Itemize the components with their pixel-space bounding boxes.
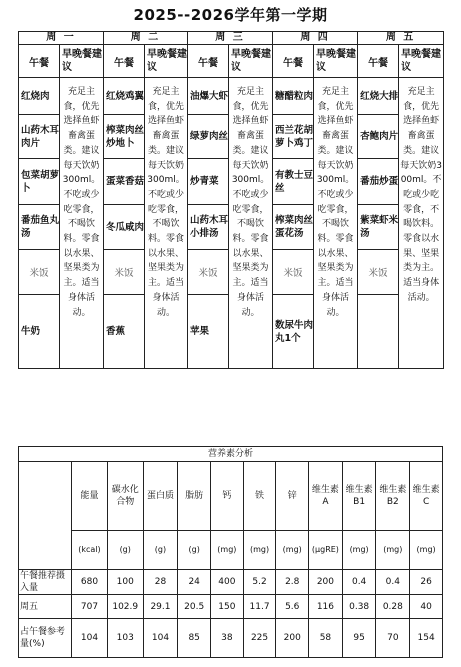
nutrient-value: 400 [211, 570, 244, 595]
meal-advice: 充足主食，优先选择鱼虾畜禽蛋类。建议每天饮奶300ml。不吃或少吃零食，不喝饮料。零食以水果、坚果类为主。适当身体活动。 [314, 78, 358, 369]
nutrient-analysis-table [18, 446, 443, 658]
nutrient-value: 116 [309, 595, 343, 619]
lunch-dish: 杏鲍肉片 [358, 115, 399, 159]
lunch-dish: 苹果 [188, 295, 229, 369]
nutrient-unit: (kcal) [72, 531, 108, 570]
lunch-dish: 红烧肉 [19, 78, 60, 115]
nutrient-value: 2.8 [276, 570, 309, 595]
nutrient-value-row [19, 570, 443, 595]
lunch-dish: 番茄鱼丸汤 [19, 205, 60, 250]
lunch-dish: 香蕉 [104, 295, 145, 369]
lunch-dish: 西兰花胡萝卜鸡丁 [273, 115, 314, 159]
nutrient-name: 钙 [211, 462, 244, 531]
lunch-dish: 蛋菜香菇 [104, 159, 145, 205]
nutrient-name: 蛋白质 [143, 462, 178, 531]
nutrient-name: 维生素C [410, 462, 443, 531]
lunch-dish: 绿萝肉丝 [188, 115, 229, 159]
nutrient-value: 26 [410, 570, 443, 595]
nutrient-value: 0.38 [342, 595, 376, 619]
lunch-dish [358, 295, 399, 369]
nutrient-value: 70 [376, 619, 410, 658]
lunch-dish: 炒青菜 [188, 159, 229, 205]
nutrient-name: 脂肪 [178, 462, 211, 531]
nutrient-unit: (mg) [376, 531, 410, 570]
lunch-dish: 冬瓜咸肉 [104, 205, 145, 250]
day-header: 周 五 [358, 32, 444, 45]
nutrient-value: 680 [72, 570, 108, 595]
nutrient-unit: (μgRE) [309, 531, 343, 570]
nutrient-value: 29.1 [143, 595, 178, 619]
nutrient-value-row [19, 595, 443, 619]
nutrient-unit: (mg) [342, 531, 376, 570]
nutrient-value: 0.4 [342, 570, 376, 595]
nutrient-name: 铁 [243, 462, 276, 531]
lunch-header: 午餐 [19, 45, 60, 78]
nutrient-value: 100 [107, 570, 143, 595]
nutrient-unit: (mg) [276, 531, 309, 570]
nutrient-unit: (mg) [410, 531, 443, 570]
nutrient-value: 11.7 [243, 595, 276, 619]
nutrient-unit-row [19, 531, 443, 570]
weekly-menu-table [18, 31, 444, 369]
nutrient-value: 200 [309, 570, 343, 595]
lunch-dish: 米饭 [19, 250, 60, 295]
nutrient-name: 维生素B1 [342, 462, 376, 531]
nutrient-value: 20.5 [178, 595, 211, 619]
advice-header: 早晚餐建议 [60, 45, 104, 78]
lunch-dish: 山药木耳小排汤 [188, 205, 229, 250]
nutrient-value: 0.28 [376, 595, 410, 619]
nutrient-value: 85 [178, 619, 211, 658]
nutrient-value: 58 [309, 619, 343, 658]
nutrient-value: 104 [143, 619, 178, 658]
nutrient-value: 5.6 [276, 595, 309, 619]
day-header: 周 一 [19, 32, 104, 45]
nutrient-value: 28 [143, 570, 178, 595]
meal-advice: 充足主食，优先选择鱼虾畜禽蛋类。建议每天饮奶300ml。不吃或少吃零食，不喝饮料。零食以水果、坚果类为主。适当身体活动。 [145, 78, 188, 369]
lunch-dish: 牛奶 [19, 295, 60, 369]
lunch-dish: 紫菜虾米汤 [358, 205, 399, 250]
lunch-dish: 红烧鸡翼 [104, 78, 145, 115]
nutrient-value: 40 [410, 595, 443, 619]
nutrient-value: 225 [243, 619, 276, 658]
nutrient-value: 154 [410, 619, 443, 658]
nutrient-value: 95 [342, 619, 376, 658]
nutrient-name: 维生素B2 [376, 462, 410, 531]
row-label: 占午餐参考量(%) [19, 619, 72, 658]
nutrient-unit: (mg) [243, 531, 276, 570]
lunch-dish: 数尿牛肉丸1个 [273, 295, 314, 369]
nutrient-name: 锌 [276, 462, 309, 531]
nutrient-value: 38 [211, 619, 244, 658]
day-header-row [19, 32, 444, 45]
lunch-dish: 油爆大虾 [188, 78, 229, 115]
nutrient-value: 707 [72, 595, 108, 619]
nutrient-value: 104 [72, 619, 108, 658]
nutrient-name: 维生素A [309, 462, 343, 531]
nutrient-value: 24 [178, 570, 211, 595]
day-header: 周 二 [104, 32, 188, 45]
lunch-dish: 红烧大排 [358, 78, 399, 115]
nutrition-title-row [19, 447, 443, 462]
nutrient-unit: (g) [178, 531, 211, 570]
lunch-dish: 有教士豆丝 [273, 159, 314, 205]
lunch-dish: 番茄炒蛋 [358, 159, 399, 205]
nutrient-unit: (g) [107, 531, 143, 570]
lunch-dish: 包菜胡萝卜 [19, 159, 60, 205]
nutrient-name: 能量 [72, 462, 108, 531]
nutrient-value-row [19, 619, 443, 658]
nutrient-unit: (mg) [211, 531, 244, 570]
day-header: 周 四 [273, 32, 358, 45]
lunch-header: 午餐 [188, 45, 229, 78]
advice-header: 早晚餐建议 [145, 45, 188, 78]
nutrient-value: 102.9 [107, 595, 143, 619]
lunch-dish: 米饭 [273, 250, 314, 295]
lunch-dish: 米饭 [188, 250, 229, 295]
row-label: 午餐推荐摄入量 [19, 570, 72, 595]
lunch-dish: 山药木耳肉片 [19, 115, 60, 159]
lunch-dish: 榨菜肉丝炒地卜 [104, 115, 145, 159]
nutrient-name-row [19, 462, 443, 531]
lunch-dish: 米饭 [104, 250, 145, 295]
advice-header: 早晚餐建议 [399, 45, 444, 78]
nutrient-value: 0.4 [376, 570, 410, 595]
nutrient-value: 150 [211, 595, 244, 619]
page-title: 2025--2026学年第一学期 [133, 6, 328, 24]
lunch-header: 午餐 [273, 45, 314, 78]
meal-advice: 充足主食，优先选择鱼虾畜禽蛋类。建议每天饮奶300ml。不吃或少吃零食，不喝饮料。零食以水果、坚果类为主。适当身体活动。 [399, 78, 444, 369]
meal-advice: 充足主食，优先选择鱼虾畜禽蛋类。建议每天饮奶300ml。不吃或少吃零食，不喝饮料。零食以水果、坚果类为主。适当身体活动。 [229, 78, 273, 369]
lunch-header: 午餐 [104, 45, 145, 78]
advice-header: 早晚餐建议 [229, 45, 273, 78]
nutrient-value: 5.2 [243, 570, 276, 595]
lunch-dish: 榨菜肉丝蛋花汤 [273, 205, 314, 250]
row-label: 周五 [19, 595, 72, 619]
column-header-row [19, 45, 444, 78]
menu-row [19, 78, 444, 115]
nutrient-unit: (g) [143, 531, 178, 570]
corner-cell [19, 462, 72, 570]
nutrient-name: 碳水化合物 [107, 462, 143, 531]
nutrient-value: 103 [107, 619, 143, 658]
lunch-dish: 米饭 [358, 250, 399, 295]
day-header: 周 三 [188, 32, 273, 45]
nutrient-value: 200 [276, 619, 309, 658]
nutrition-title: 营养素分析 [19, 447, 443, 462]
lunch-header: 午餐 [358, 45, 399, 78]
meal-advice: 充足主食，优先选择鱼虾畜禽蛋类。建议每天饮奶300ml。不吃或少吃零食，不喝饮料。零食以水果、坚果类为主。适当身体活动。 [60, 78, 104, 369]
lunch-dish: 糖醋粒肉 [273, 78, 314, 115]
advice-header: 早晚餐建议 [314, 45, 358, 78]
